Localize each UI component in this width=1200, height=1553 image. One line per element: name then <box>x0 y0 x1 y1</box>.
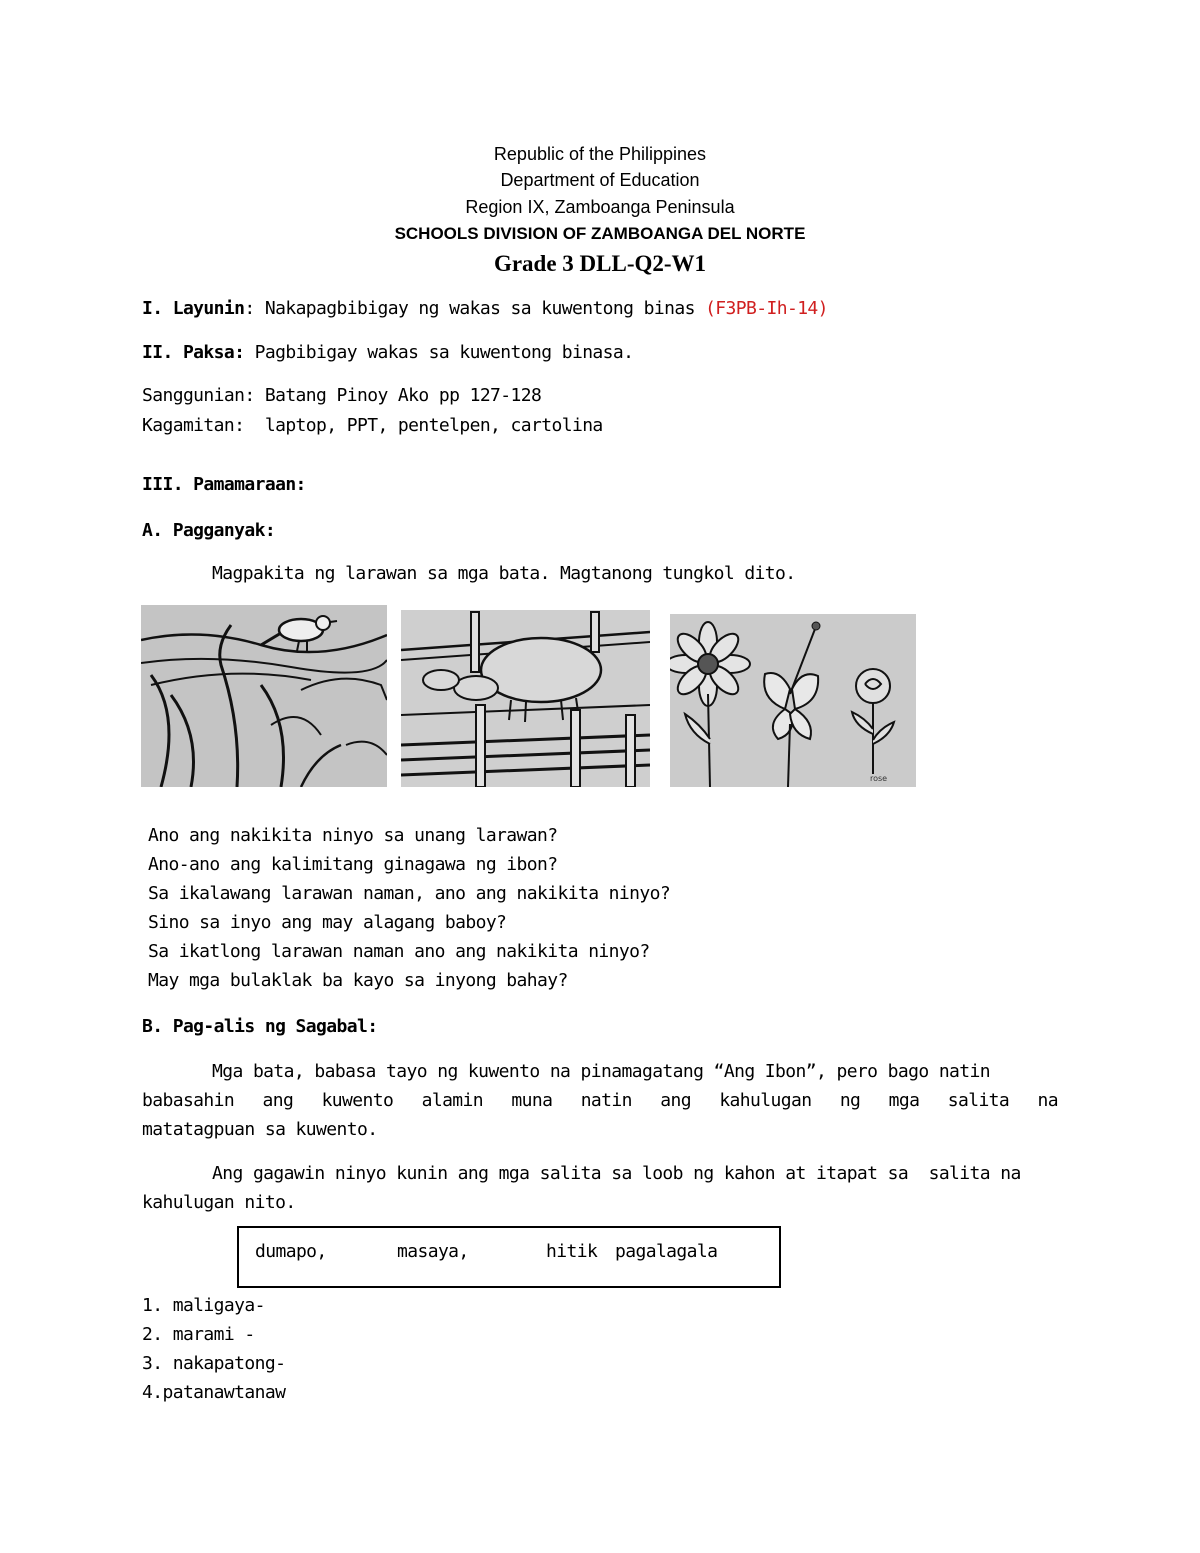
sagabal-p2-line1: Ang gagawin ninyo kunin ang mga salita sa loob ng kahon at itapat sa salita na <box>212 1163 1021 1184</box>
item-1: 1. maligaya- <box>142 1295 265 1316</box>
header-department: Department of Education <box>500 170 700 190</box>
pigs-drawing-icon <box>401 610 650 787</box>
question-5: Sa ikatlong larawan naman ano ang nakikita ninyo? <box>148 941 650 962</box>
flower-caption: rose <box>870 774 888 783</box>
question-3: Sa ikalawang larawan naman, ano ang nakikita ninyo? <box>148 883 671 904</box>
item-4: 4.patanawtanaw <box>142 1382 286 1403</box>
paksa-line <box>142 342 633 363</box>
document-title: Grade 3 DLL-Q2-W1 <box>493 251 707 276</box>
sagabal-p1-line3: matatagpuan sa kuwento. <box>142 1119 378 1140</box>
layunin-code: (F3PB-Ih-14) <box>705 298 828 319</box>
pagganyak-heading: A. Pagganyak: <box>142 520 276 541</box>
layunin-sep: : <box>244 298 265 319</box>
pagganyak-instruction: Magpakita ng larawan sa mga bata. Magtanong tungkol dito. <box>212 563 796 584</box>
item-3: 3. nakapatong- <box>142 1353 286 1374</box>
box-word-dumapo: dumapo, <box>255 1241 327 1262</box>
layunin-line <box>142 298 828 319</box>
paksa-text: Pagbibigay wakas sa kuwentong binasa. <box>244 342 634 363</box>
flowers-drawing <box>670 614 916 787</box>
question-4: Sino sa inyo ang may alagang baboy? <box>148 912 507 933</box>
header-republic: Republic of the Philippines <box>493 144 707 164</box>
question-6: May mga bulaklak ba kayo sa inyong bahay? <box>148 970 568 991</box>
sagabal-p1-line2: babasahin ang kuwento alamin muna natin ang kahulugan ng mga salita na <box>142 1090 1058 1111</box>
sagabal-p2-line2: kahulugan nito. <box>142 1192 296 1213</box>
paksa-label: II. Paksa: <box>142 342 245 363</box>
sagabal-p1-line1: Mga bata, babasa tayo ng kuwento na pinamagatang “Ang Ibon”, pero bago natin <box>212 1061 991 1082</box>
pigs-in-pen-drawing <box>401 610 650 787</box>
header-region: Region IX, Zamboanga Peninsula <box>465 197 735 217</box>
bird-on-grass-drawing <box>141 605 387 787</box>
sagabal-heading: B. Pag-alis ng Sagabal: <box>142 1016 378 1037</box>
question-2: Ano-ano ang kalimitang ginagawa ng ibon? <box>148 854 558 875</box>
word-box <box>237 1226 781 1288</box>
layunin-label: I. Layunin <box>142 298 245 319</box>
pamamaraan-heading: III. Pamamaraan: <box>142 474 306 495</box>
bird-drawing-icon <box>141 605 387 787</box>
item-2: 2. marami - <box>142 1324 255 1345</box>
box-word-masaya: masaya, <box>397 1241 469 1262</box>
layunin-text: Nakapagbibigay ng wakas sa kuwentong binas <box>264 298 706 319</box>
box-word-pagalagala: pagalagala <box>615 1241 718 1262</box>
flowers-drawing-icon <box>670 614 916 787</box>
question-1: Ano ang nakikita ninyo sa unang larawan? <box>148 825 558 846</box>
sanggunian-line: Sanggunian: Batang Pinoy Ako pp 127-128 <box>142 385 542 406</box>
kagamitan-line: Kagamitan: laptop, PPT, pentelpen, cartolina <box>142 415 603 436</box>
header-division: SCHOOLS DIVISION OF ZAMBOANGA DEL NORTE <box>394 224 806 243</box>
box-word-hitik: hitik <box>546 1241 598 1262</box>
